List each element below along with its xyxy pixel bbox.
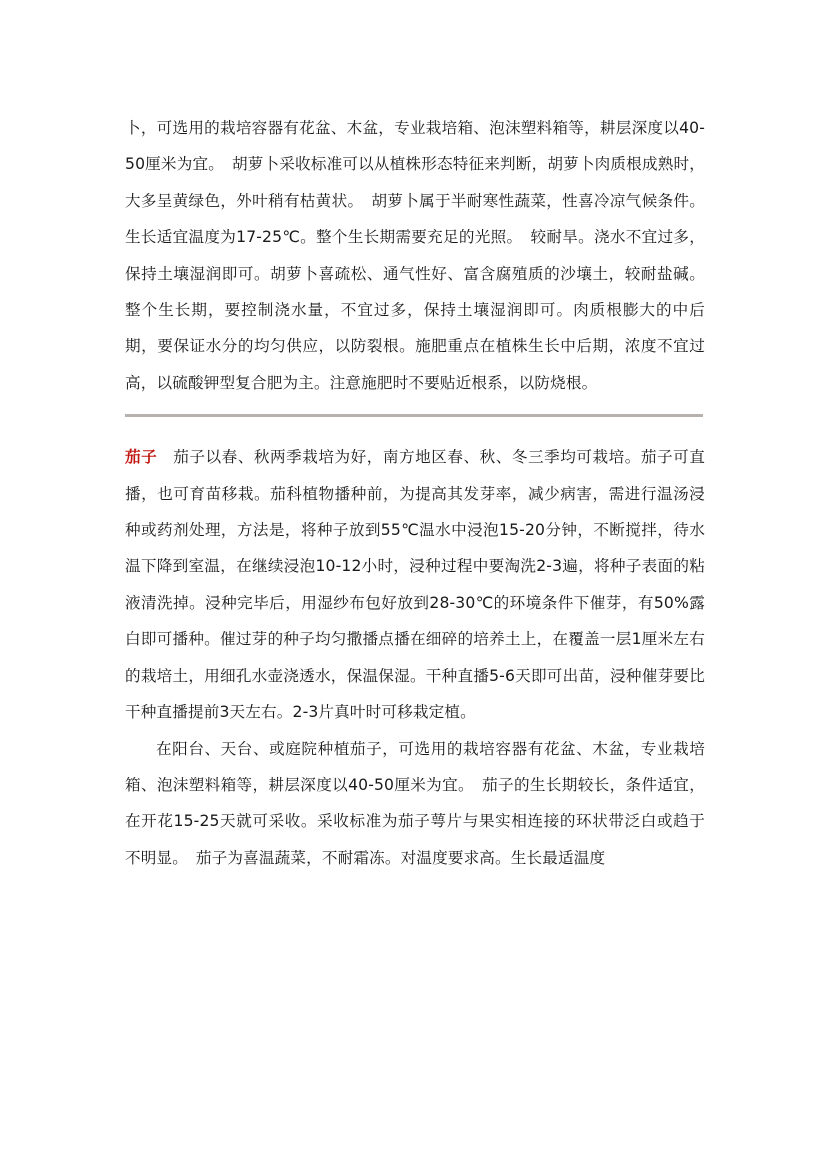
eggplant-heading: 茄子	[125, 448, 158, 467]
carrot-paragraph: 卜，可选用的栽培容器有花盆、木盆，专业栽培箱、泡沫塑料箱等，耕层深度以40-50厘米为宜。 胡萝卜采收标准可以从植株形态特征来判断，胡萝卜肉质根成熟时，大多呈黄绿色，外叶稍有枯黄状。 胡萝卜属于半耐寒性蔬菜，性喜冷凉气候条件。生长适宜温度为17-25℃。整个生长期需要充足的光照。 较耐旱。浇水不宜过多，保持土壤湿润即可。胡萝卜喜疏松、通气性好、富含腐殖质的沙壤土，较耐盐碱。整个生长期，要控制浇水量，不宜过多，保持土壤湿润即可。肉质根膨大的中后期，要保证水分的均匀供应，以防裂根。施肥重点在植株生长中后期，浓度不宜过高，以硫酸钾型复合肥为主。注意施肥时不要贴近根系，以防烧根。	[125, 119, 705, 392]
section-divider	[125, 414, 703, 417]
document-page	[125, 110, 705, 876]
eggplant-section	[125, 439, 705, 876]
eggplant-paragraph-1	[125, 439, 705, 730]
eggplant-paragraph-2: 在阳台、天台、或庭院种植茄子，可选用的栽培容器有花盆、木盆，专业栽培箱、泡沫塑料箱等，耕层深度以40-50厘米为宜。 茄子的生长期较长，条件适宜，在开花15-25天就可采收。采收标准为茄子萼片与果实相连接的环状带泛白或趋于不明显。 茄子为喜温蔬菜，不耐霜冻。对温度要求高。生长最适温度	[125, 739, 705, 867]
eggplant-paragraph-1-text: 茄子以春、秋两季栽培为好，南方地区春、秋、冬三季均可栽培。茄子可直播，也可育苗移栽。茄科植物播种前，为提高其发芽率，减少病害，需进行温汤浸种或药剂处理，方法是，将种子放到55℃温水中浸泡15-20分钟，不断搅拌，待水温下降到室温，在继续浸泡10-12小时，浸种过程中要淘洗2-3遍，将种子表面的粘液清洗掉。浸种完毕后，用湿纱布包好放到28-30℃的环境条件下催芽，有50%露白即可播种。催过芽的种子均匀撒播点播在细碎的培养土上，在覆盖一层1厘米左右的栽培土，用细孔水壶浇透水，保温保湿。干种直播5-6天即可出苗，浸种催芽要比干种直播提前3天左右。2-3片真叶时可移栽定植。	[125, 448, 705, 722]
